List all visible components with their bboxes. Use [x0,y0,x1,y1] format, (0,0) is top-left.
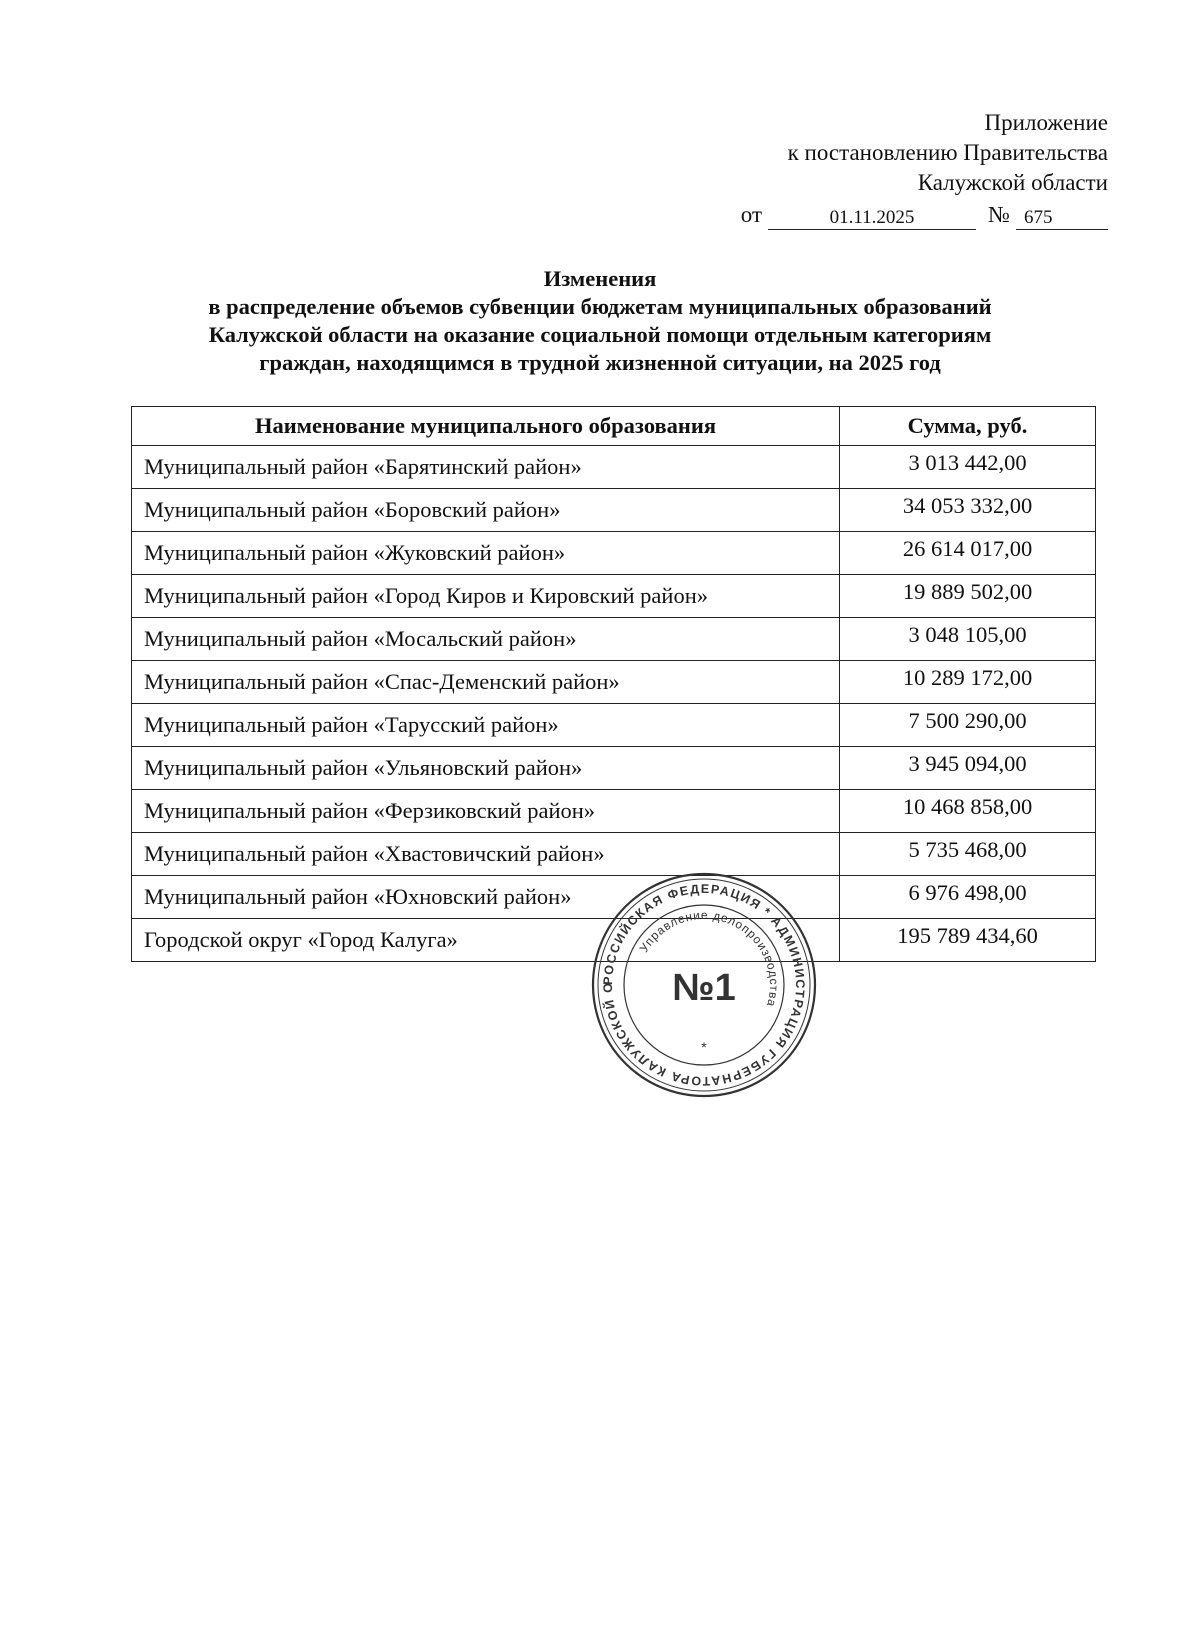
table-row [132,661,1096,704]
amount-value: 19 889 502,00 [840,575,1096,618]
municipality-name: Муниципальный район «Мосальский район» [132,618,840,661]
municipality-name: Городской округ «Город Калуга» [132,919,840,962]
title-line-2: в распределение объемов субвенции бюджетам муниципальных образований [208,294,992,319]
municipality-name: Муниципальный район «Город Киров и Кировский район» [132,575,840,618]
table-row [132,833,1096,876]
municipality-name: Муниципальный район «Барятинский район» [132,446,840,489]
seal-center-number: №1 [672,967,736,1009]
municipality-name: Муниципальный район «Жуковский район» [132,532,840,575]
document-title [120,265,1080,377]
title-line-1: Изменения [543,266,657,291]
document-number: 675 [1016,207,1108,230]
municipality-name: Муниципальный район «Ферзиковский район» [132,790,840,833]
table-row [132,575,1096,618]
column-header-name: Наименование муниципального образования [132,407,840,446]
region-name: Калужской области [917,170,1108,195]
table-header-row [132,407,1096,446]
appendix-label: Приложение [984,110,1108,135]
amount-value: 6 976 498,00 [840,876,1096,919]
amount-value: 10 289 172,00 [840,661,1096,704]
table-row [132,618,1096,661]
municipality-name: Муниципальный район «Ульяновский район» [132,747,840,790]
amount-value: 26 614 017,00 [840,532,1096,575]
date-number-line [688,200,1108,230]
municipality-name: Муниципальный район «Боровский район» [132,489,840,532]
document-header [688,108,1108,230]
amount-value: 3 013 442,00 [840,446,1096,489]
table-row [132,446,1096,489]
amount-value: 34 053 332,00 [840,489,1096,532]
amount-value: 10 468 858,00 [840,790,1096,833]
official-seal [591,872,817,1098]
municipality-name: Муниципальный район «Тарусский район» [132,704,840,747]
document-date: 01.11.2025 [768,207,976,230]
title-line-3: Калужской области на оказание социальной помощи отдельным категориям [208,322,992,347]
seal-graphic [591,872,817,1098]
seal-inner-text: Управление делопроизводства [636,907,782,1009]
title-line-4: граждан, находящимся в трудной жизненной ситуации, на 2025 год [259,350,941,375]
seal-outer-text: РОССИЙСКАЯ ФЕДЕРАЦИЯ * АДМИНИСТРАЦИЯ ГУБЕРНАТОРА КАЛУЖСКОЙ О [600,881,808,1089]
number-sign: № [988,202,1010,227]
municipality-name: Муниципальный район «Хвастовичский район» [132,833,840,876]
municipality-name: Муниципальный район «Юхновский район» [132,876,840,919]
amount-value: 7 500 290,00 [840,704,1096,747]
table-row [132,747,1096,790]
municipality-name: Муниципальный район «Спас-Деменский район» [132,661,840,704]
table-row [132,532,1096,575]
table-row [132,790,1096,833]
date-prefix: от [740,202,763,227]
seal-star: * [701,1039,707,1055]
column-header-amount: Сумма, руб. [840,407,1096,446]
amount-value: 3 945 094,00 [840,747,1096,790]
amount-value: 195 789 434,60 [840,919,1096,962]
table-row [132,489,1096,532]
amount-value: 5 735 468,00 [840,833,1096,876]
amount-value: 3 048 105,00 [840,618,1096,661]
table-row [132,704,1096,747]
resolution-reference: к постановлению Правительства [787,140,1108,165]
